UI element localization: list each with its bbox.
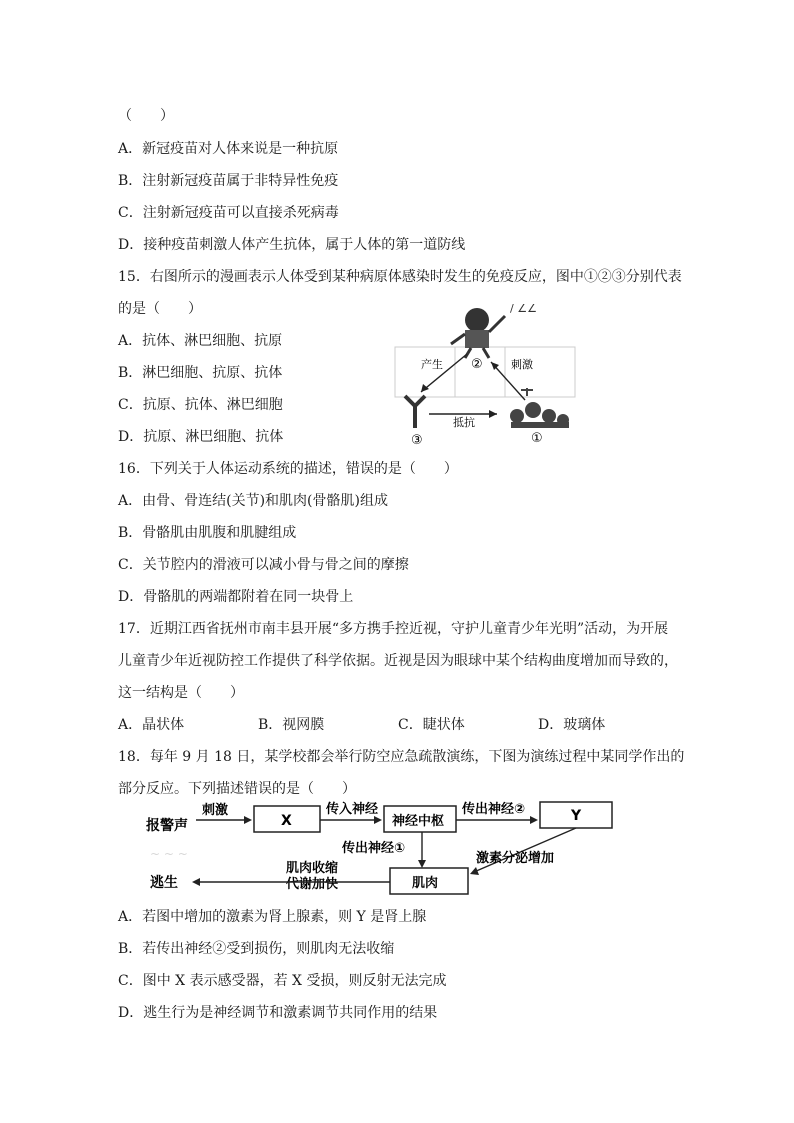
q15-label-stimulate: 刺激 (511, 358, 533, 371)
q18-stem-line2: 部分反应。下列描述错误的是（ ） (118, 781, 356, 797)
q14-option-d: D．接种疫苗刺激人体产生抗体，属于人体的第一道防线 (118, 237, 466, 253)
arrowhead-efferent2 (530, 816, 538, 824)
q16-option-a: A．由骨、骨连结(关节)和肌肉(骨骼肌)组成 (118, 493, 388, 509)
q16-option-c: C．关节腔内的滑液可以减小骨与骨之间的摩擦 (118, 557, 409, 573)
q17-option-d: D．玻璃体 (538, 717, 606, 733)
q18-stem-line1: 18．每年 9 月 18 日，某学校都会举行防空应急疏散演练，下图为演练过程中某同学作出的 (118, 749, 685, 765)
q16-option-d: D．骨骼肌的两端都附着在同一块骨上 (118, 589, 354, 605)
q15-mark-3: ③ (411, 433, 423, 448)
q18-muscle-label: 肌肉 (412, 876, 439, 891)
q17-option-a: A．晶状体 (118, 717, 185, 733)
q15-label-produce: 产生 (421, 358, 443, 371)
q18-option-b: B．若传出神经②受到损伤，则肌肉无法收缩 (118, 941, 395, 957)
q15-option-d: D．抗原、淋巴细胞、抗体 (118, 429, 284, 445)
arrowhead-resist (489, 410, 497, 418)
q18-escape-label: 逃生 (150, 875, 178, 891)
q18-x-label: X (281, 813, 292, 829)
q17-stem-line3: 这一结构是（ ） (118, 685, 244, 701)
q16-stem: 16．下列关于人体运动系统的描述，错误的是（ ） (118, 461, 458, 477)
q14-stem-tail: （ ） (118, 108, 174, 124)
q18-efferent2-label: 传出神经② (462, 802, 526, 817)
q15-option-b: B．淋巴细胞、抗原、抗体 (118, 365, 283, 381)
q15-option-c: C．抗原、抗体、淋巴细胞 (118, 397, 283, 413)
q15-stem-line1: 15．右图所示的漫画表示人体受到某种病原体感染时发生的免疫反应，图中①②③分别代表 (118, 269, 682, 285)
q15-label-resist: 抵抗 (453, 416, 475, 429)
q15-immune-cartoon (385, 292, 585, 452)
svg-text:/ ∠∠: / ∠∠ (510, 302, 537, 315)
q18-option-c: C．图中 X 表示感受器，若 X 受损，则反射无法完成 (118, 973, 447, 989)
q15-stem-line2: 的是（ ） (118, 301, 202, 317)
q18-contract-line2: 代谢加快 (286, 877, 339, 892)
q18-contract-line1: 肌肉收缩 (286, 861, 339, 876)
q17-option-c: C．睫状体 (398, 717, 465, 733)
q18-stimulus-label: 刺激 (202, 803, 229, 818)
faded-bleed-text: ~ ~ ~ (150, 847, 188, 861)
q15-option-a: A．抗体、淋巴细胞、抗原 (118, 333, 283, 349)
q18-option-d: D．逃生行为是神经调节和激素调节共同作用的结果 (118, 1005, 438, 1021)
q16-option-b: B．骨骼肌由肌腹和肌腱组成 (118, 525, 297, 541)
antibody-icon (405, 396, 425, 428)
q18-efferent1-label: 传出神经① (342, 841, 406, 856)
q17-option-b: B．视网膜 (258, 717, 325, 733)
q18-alarm-label: 报警声 (146, 818, 188, 834)
q18-afferent-label: 传入神经 (326, 802, 379, 817)
q14-option-a: A．新冠疫苗对人体来说是一种抗原 (118, 141, 339, 157)
arrowhead-stimulus (244, 816, 252, 824)
q17-stem-line2: 儿童青少年近视防控工作提供了科学依据。近视是因为眼球中某个结构曲度增加而导致的， (118, 653, 678, 669)
arrowhead-produce (421, 384, 429, 392)
lymphocyte-figure-icon (451, 302, 537, 358)
q15-mark-1: ① (531, 431, 543, 446)
q14-option-b: B．注射新冠疫苗属于非特异性免疫 (118, 173, 339, 189)
q18-y-label: Y (571, 808, 582, 824)
q18-option-a: A．若图中增加的激素为肾上腺素，则 Y 是肾上腺 (118, 909, 427, 925)
q14-option-c: C．注射新冠疫苗可以直接杀死病毒 (118, 205, 339, 221)
q15-mark-2: ② (471, 357, 483, 372)
arrowhead-escape (192, 878, 200, 886)
q18-center-label: 神经中枢 (392, 814, 445, 829)
arrowhead-afferent (374, 816, 382, 824)
q17-stem-line1: 17．近期江西省抚州市南丰县开展“多方携手控近视，守护儿童青少年光明”活动，为开展 (118, 621, 669, 637)
q18-hormone-label: 激素分泌增加 (476, 851, 555, 866)
arrowhead-efferent1 (418, 860, 426, 868)
q18-reflex-diagram (140, 796, 630, 902)
